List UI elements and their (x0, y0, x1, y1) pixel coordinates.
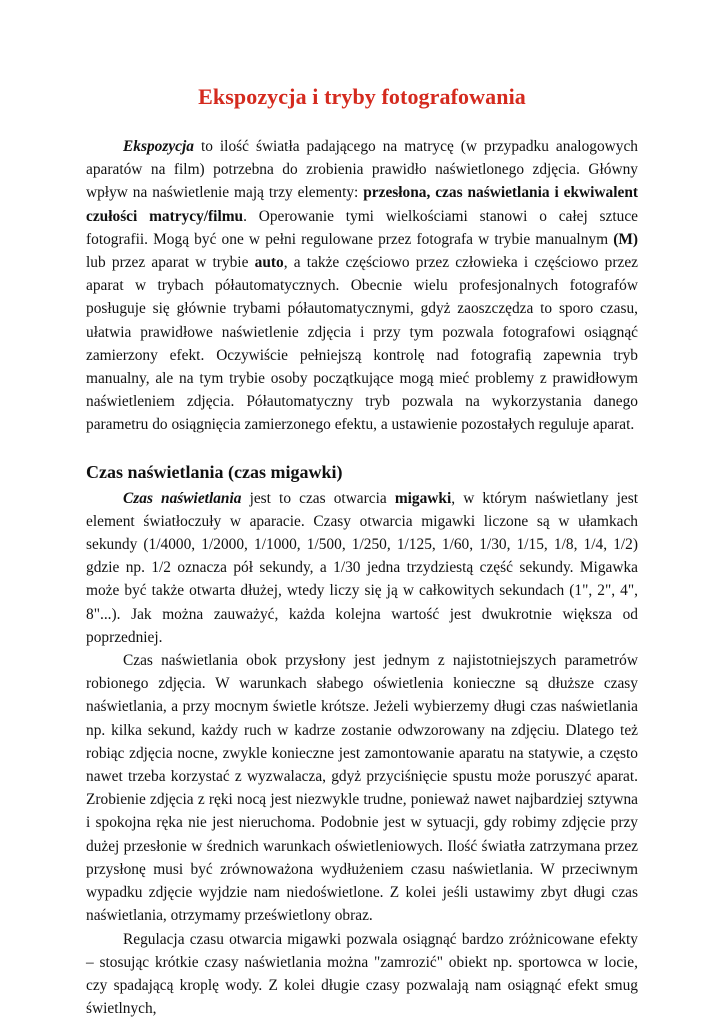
section-shutter: migawki (394, 489, 452, 507)
section-paragraph-1 (86, 487, 638, 649)
intro-text-4: , a także częściowo przez człowieka i częściowo przez aparat w trybach półautomatycznych. Obecnie wielu profesjonalnych fotografów posługuje się głównie trybami półautomatycznymi, gdyż zaoszczędza to sporo czasu, ułatwia prawidłowe naświetlenie zdjęcia i przy tym pozwala fotografowi osiągnąć zamierzony efekt. Oczywiście pełniejszą kontrolę nad fotografią zapewnia tryb manualny, ale na tym trybie osoby początkujące mogą mieć problemy z prawidłowym naświetleniem zdjęcia. Półautomatyczny tryb pozwala na wykorzystania danego parametru do osiągnięcia zamierzonego efektu, a ustawienie pozostałych reguluje aparat. (86, 254, 638, 434)
section-p1-text-2: , w którym naświetlany jest element światłoczuły w aparacie. Czasy otwarcia migawki liczone są w ułamkach sekundy (1/4000, 1/2000, 1/1000, 1/500, 1/250, 1/125, 1/60, 1/30, 1/15, 1/8, 1/4, 1/2) gdzie np. 1/2 oznacza pół sekundy, a 1/30 jedna trzydziestą część sekundy. Migawka może być także otwarta dłużej, wtedy liczy się ją w całkowitych sekundach (1", 2", 4", 8"...). Jak można zauważyć, każda kolejna wartość jest dwukrotnie większa od poprzedniej. (86, 489, 638, 646)
intro-paragraph (86, 135, 638, 437)
intro-text-1: to ilość światła padającego na matrycę (w przypadku analogowych aparatów na film) potrzebna do zrobienia prawidło naświetlonego zdjęcia. Główny wpływ na naświetlenie mają trzy elementy: (86, 138, 638, 202)
intro-term: Ekspozycja (123, 138, 194, 155)
section-p1-text-1: jest to czas otwarcia (241, 489, 395, 507)
section-paragraph-2: Czas naświetlania obok przysłony jest jednym z najistotniejszych parametrów robionego zdjęcia. W warunkach słabego oświetlenia konieczne są dłuższe czasy naświetlania, a przy mocnym świetle krótsze. Jeżeli wybierzemy długi czas naświetlania np. kilka sekund, każdy ruch w kadrze zostanie odwzorowany na zdjęciu. Dlatego też robiąc zdjęcia nocne, zwykle konieczne jest zamontowanie aparatu na statywie, a często nawet trzeba korzystać z wyzwalacza, gdyż przyciśnięcie spustu może poruszyć aparat. Zrobienie zdjęcia z ręki nocą jest niezwykle trudne, ponieważ nawet najbardziej sztywna i spokojna ręka nie jest nieruchoma. Podobnie jest w sytuacji, gdy robimy zdjęcie przy dużej przesłonie w średnich warunkach oświetleniowych. Ilość światła zatrzymana przez przysłonę musi być zrównoważona wydłużeniem czasu naświetlania. W przeciwnym wypadku zdjęcie wyjdzie nam niedoświetlone. Z kolei jeśli ustawimy zbyt długi czas naświetlania, otrzymamy prześwietlony obraz. (86, 652, 638, 925)
intro-auto-mode: auto (254, 254, 284, 272)
document-title: Ekspozycja i tryby fotografowania (198, 84, 526, 109)
intro-elements: przesłona, czas naświetlania i ekwiwalent czułości matrycy/filmu (86, 184, 638, 225)
intro-text-2: . Operowanie tymi wielkościami stanowi o całej sztuce fotografii. Mogą być one w pełni regulowane przez fotografa w trybie manualnym (86, 207, 638, 248)
intro-manual-mode: (M) (613, 230, 638, 248)
section-heading: Czas naświetlania (czas migawki) (86, 461, 343, 482)
section-paragraph-3: Regulacja czasu otwarcia migawki pozwala osiągnąć bardzo zróżnicowane efekty – stosując krótkie czasy naświetlania można "zamrozić" obiekt np. sportowca w locie, czy spadającą kroplę wody. Z kolei długie czasy pozwalają nam osiągnąć efekt smug świetlnych, (86, 930, 638, 1018)
section-term: Czas naświetlania (123, 489, 242, 507)
intro-text-3: lub przez aparat w trybie (86, 254, 255, 272)
